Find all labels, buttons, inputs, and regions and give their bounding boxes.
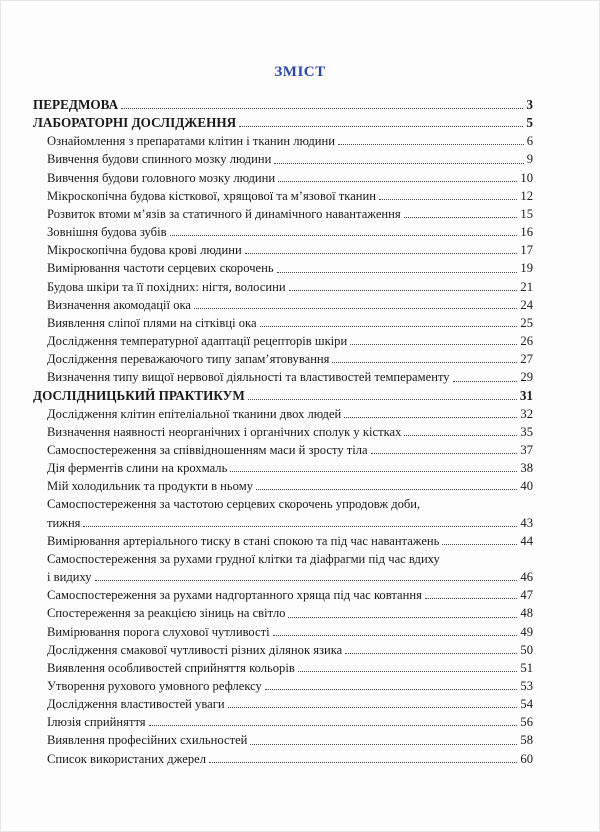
- toc-entry-title: Ілюзія сприйняття: [47, 715, 146, 730]
- toc-entry-title: Спостереження за реакцією зіниць на світло: [47, 606, 286, 621]
- toc-entry[interactable]: [33, 659, 533, 677]
- toc-entry-title: Дослідження властивостей уваги: [47, 697, 225, 712]
- toc-entry[interactable]: [33, 713, 533, 731]
- toc-entry-title: Мікроскопічна будова кісткової, хрящової та м’язової тканин: [47, 188, 377, 203]
- dot-leader: [345, 653, 517, 654]
- toc-entry[interactable]: [33, 695, 533, 713]
- dot-leader: [265, 689, 518, 690]
- toc-entry[interactable]: [33, 332, 533, 350]
- toc-page-number: 47: [520, 588, 533, 603]
- toc-entry[interactable]: [33, 296, 533, 314]
- toc-entry-continuation[interactable]: [33, 568, 533, 586]
- toc-entry-title: Дослідження переважаючого типу запам’ятовування: [47, 352, 330, 367]
- toc-page-number: 48: [520, 606, 533, 621]
- dot-leader: [379, 199, 517, 200]
- dot-leader: [256, 489, 517, 490]
- dot-leader: [273, 635, 518, 636]
- dot-leader: [170, 235, 518, 236]
- dot-leader: [95, 580, 518, 581]
- toc-section[interactable]: [33, 387, 533, 405]
- toc-entry-title: Список використаних джерел: [47, 751, 206, 766]
- dot-leader: [350, 344, 517, 345]
- toc-entry[interactable]: [33, 550, 533, 568]
- toc-entry[interactable]: [33, 405, 533, 423]
- toc-entry[interactable]: [33, 731, 533, 749]
- dot-leader: [277, 272, 518, 273]
- dot-leader: [274, 163, 523, 164]
- dot-leader: [298, 671, 518, 672]
- toc-page-number: 29: [520, 370, 533, 385]
- toc-entry-title: Вимірювання порога слухової чутливості: [47, 624, 270, 639]
- toc-page-number: 32: [520, 406, 533, 421]
- dot-leader: [149, 725, 518, 726]
- toc-entry[interactable]: [33, 623, 533, 641]
- toc-page-number: 56: [520, 715, 533, 730]
- toc-entry[interactable]: [33, 441, 533, 459]
- toc-entry-title: Вимірювання артеріального тиску в стані спокою та під час навантажень: [47, 533, 440, 548]
- toc-entry-title-cont: тижня: [47, 515, 81, 530]
- toc-entry-title: Утворення рухового умовного рефлексу: [47, 679, 262, 693]
- toc-entry[interactable]: [33, 259, 533, 277]
- dot-leader: [344, 417, 517, 418]
- toc-entry[interactable]: [33, 423, 533, 441]
- dot-leader: [209, 762, 517, 763]
- toc-entry-title: Виявлення професійних схильностей: [47, 733, 248, 748]
- toc-entry[interactable]: [33, 169, 533, 187]
- dot-leader: [250, 744, 517, 745]
- dot-leader: [245, 253, 518, 254]
- toc-entry[interactable]: [33, 532, 533, 550]
- toc-section[interactable]: [33, 96, 533, 114]
- toc-entry-title: ЛАБОРАТОРНІ ДОСЛІДЖЕННЯ: [33, 115, 237, 131]
- toc-entry-title: Визначення типу вищої нервової діяльності та властивостей темпераменту: [47, 370, 450, 385]
- toc-page-number: 12: [520, 188, 533, 203]
- dot-leader: [194, 308, 517, 309]
- toc-entry[interactable]: [33, 241, 533, 259]
- dot-leader: [278, 181, 517, 182]
- dot-leader: [289, 290, 518, 291]
- toc-page-number: 9: [526, 152, 533, 167]
- toc-entry[interactable]: [33, 477, 533, 495]
- toc-entry-title: Зовнішня будова зубів: [47, 225, 167, 240]
- toc-page-number: 3: [526, 97, 533, 112]
- toc-page-number: 38: [520, 461, 533, 476]
- toc-page-number: 5: [526, 115, 533, 131]
- dot-leader: [288, 617, 517, 618]
- toc-entry-title: Самоспостереження за співвідношенням маси й зросту тіла: [47, 442, 368, 457]
- toc-entry-title: Ознайомлення з препаратами клітин і тканин людини: [47, 134, 335, 149]
- dot-leader: [371, 453, 518, 454]
- toc-entry[interactable]: [33, 677, 533, 695]
- dot-leader: [230, 471, 517, 472]
- toc-page-number: 51: [520, 660, 533, 675]
- toc-page-number: 26: [520, 334, 533, 349]
- toc-entry-title: Будова шкіри та її похідних: нігтя, волосини: [47, 279, 286, 294]
- toc-entry[interactable]: [33, 223, 533, 241]
- dot-leader: [228, 707, 518, 708]
- toc-page-number: 15: [520, 206, 533, 221]
- toc-page-number: 53: [520, 679, 533, 693]
- toc-entry-title: Самоспостереження за рухами надгортанного хряща під час ковтання: [47, 588, 422, 603]
- toc-entry[interactable]: [33, 150, 533, 168]
- toc-page-number: 31: [519, 387, 533, 403]
- toc-entry-title: Розвиток втоми м’язів за статичного й динамічного навантаження: [47, 206, 401, 221]
- toc-page-number: 44: [520, 533, 533, 548]
- toc-page-number: 25: [520, 315, 533, 330]
- toc-entry[interactable]: [33, 495, 533, 513]
- table-of-contents: [33, 96, 533, 768]
- toc-entry-title: ПЕРЕДМОВА: [33, 97, 119, 112]
- dot-leader: [425, 598, 518, 599]
- toc-entry-title: Дослідження смакової чутливості різних ділянок язика: [47, 642, 343, 657]
- toc-entry-title: Дія ферментів слини на крохмаль: [47, 461, 228, 476]
- toc-page-number: 40: [520, 479, 533, 494]
- toc-entry-title: Визначення акомодації ока: [47, 297, 192, 312]
- toc-page-number: 49: [520, 624, 533, 639]
- toc-entry-title: Самоспостереження за рухами грудної клітки та діафрагми під час вдиху: [47, 551, 440, 566]
- toc-page-number: 60: [520, 751, 533, 766]
- toc-entry-title: Вимірювання частоти серцевих скорочень: [47, 261, 274, 276]
- toc-page-number: 58: [520, 733, 533, 748]
- toc-entry-title: Визначення наявності неорганічних і органічних сполук у кістках: [47, 424, 402, 439]
- dot-leader: [404, 435, 517, 436]
- toc-page-number: 19: [520, 261, 533, 276]
- dot-leader: [442, 544, 517, 545]
- toc-entry[interactable]: [33, 314, 533, 332]
- dot-leader: [121, 108, 523, 109]
- toc-entry[interactable]: [33, 586, 533, 604]
- dot-leader: [332, 362, 517, 363]
- toc-entry-title: Виявлення сліпої плями на сітківці ока: [47, 315, 257, 330]
- dot-leader: [453, 381, 518, 382]
- toc-entry[interactable]: [33, 641, 533, 659]
- toc-page-number: 24: [520, 297, 533, 312]
- toc-entry-title: Мікроскопічна будова крові людини: [47, 243, 242, 258]
- toc-page-number: 46: [520, 570, 533, 585]
- toc-entry-title: Вивчення будови головного мозку людини: [47, 170, 276, 185]
- dot-leader: [248, 399, 517, 400]
- toc-page-number: 27: [520, 352, 533, 367]
- toc-entry[interactable]: [33, 604, 533, 622]
- dot-leader: [239, 126, 523, 127]
- toc-entry-title: Дослідження клітин епітеліальної тканини двох людей: [47, 406, 342, 421]
- toc-entry-title: Вивчення будови спинного мозку людини: [47, 152, 272, 167]
- toc-page-number: 43: [520, 515, 533, 530]
- toc-page-number: 6: [526, 134, 533, 149]
- toc-page-number: 37: [520, 442, 533, 457]
- toc-entry[interactable]: [33, 368, 533, 386]
- toc-entry[interactable]: [33, 205, 533, 223]
- toc-entry-title: ДОСЛІДНИЦЬКИЙ ПРАКТИКУМ: [33, 387, 245, 403]
- toc-entry[interactable]: [33, 350, 533, 368]
- toc-page-number: 35: [520, 424, 533, 439]
- toc-entry-title: Самоспостереження за частотою серцевих скорочень упродовж доби,: [47, 497, 421, 512]
- toc-entry[interactable]: [33, 750, 533, 768]
- toc-page-number: 16: [520, 225, 533, 240]
- toc-entry-title-cont: і видиху: [47, 570, 92, 585]
- toc-entry[interactable]: [33, 278, 533, 296]
- dot-leader: [404, 217, 518, 218]
- dot-leader: [83, 526, 517, 527]
- dot-leader: [260, 326, 518, 327]
- toc-entry[interactable]: [33, 187, 533, 205]
- toc-page-number: 21: [520, 279, 533, 294]
- toc-entry[interactable]: [33, 132, 533, 150]
- toc-section[interactable]: [33, 114, 533, 132]
- toc-page-number: 50: [520, 642, 533, 657]
- toc-page-number: 17: [520, 243, 533, 258]
- toc-entry-continuation[interactable]: [33, 514, 533, 532]
- toc-entry[interactable]: [33, 459, 533, 477]
- toc-page-number: 10: [520, 170, 533, 185]
- toc-title: ЗМІСТ: [274, 64, 326, 80]
- toc-page-number: 54: [520, 697, 533, 712]
- dot-leader: [338, 144, 524, 145]
- toc-entry-title: Виявлення особливостей сприйняття кольорів: [47, 660, 295, 675]
- toc-entry-title: Дослідження температурної адаптації рецепторів шкіри: [47, 334, 348, 349]
- toc-entry-title: Мій холодильник та продукти в ньому: [47, 479, 253, 494]
